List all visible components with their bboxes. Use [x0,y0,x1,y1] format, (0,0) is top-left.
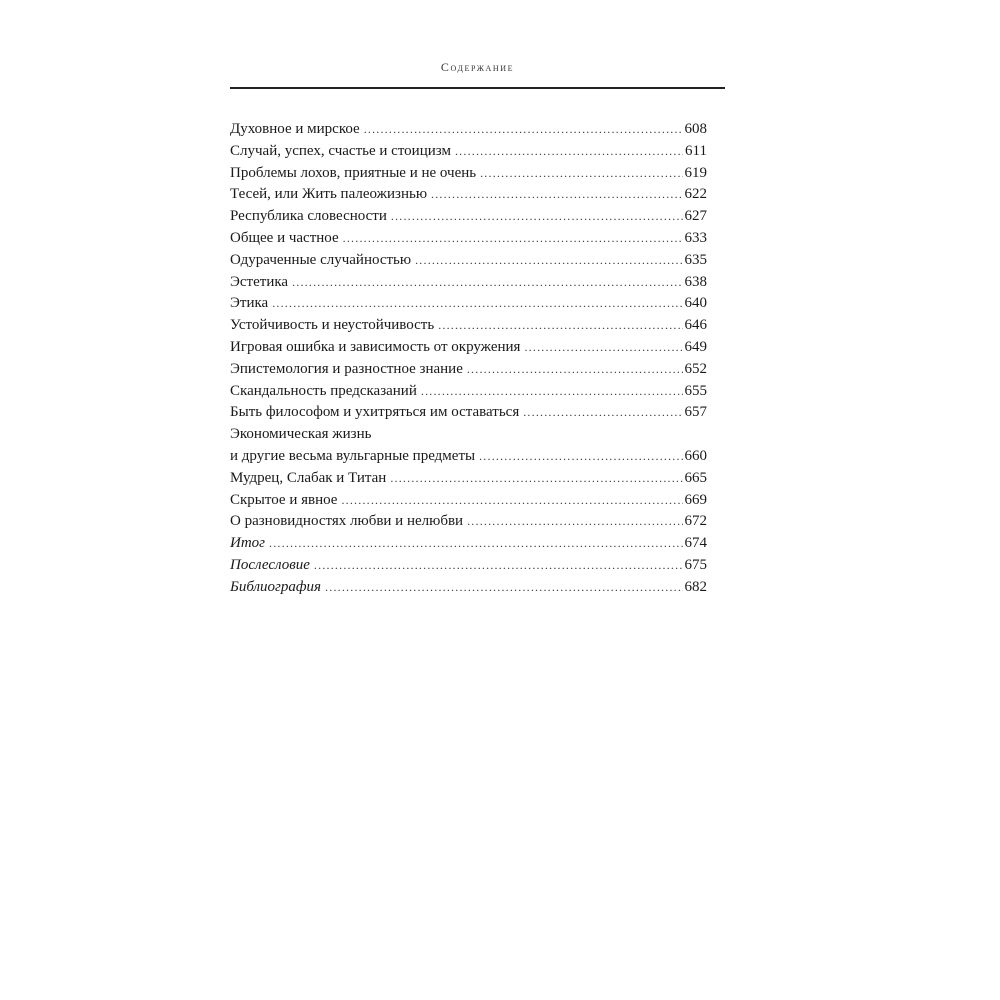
toc-dot-leader [391,206,683,228]
toc-entry-page-number: 608 [684,121,707,137]
toc-entry-title: Эстетика [230,273,289,290]
toc-dot-leader [467,511,682,533]
toc-entry [230,490,707,512]
toc-entry [230,206,707,228]
toc-entry-title: Скандальность предсказаний [230,382,417,399]
toc-dot-leader [364,119,683,141]
toc-entry-page-number: 660 [684,447,707,464]
toc-entry-page-number: 675 [684,556,707,573]
toc-dot-leader [455,141,683,163]
toc-entry-title: Одураченные случайностью [230,251,412,268]
toc-entry-page-number: 635 [684,251,707,268]
toc-dot-leader [341,490,682,512]
toc-dot-leader [467,359,683,381]
toc-dot-leader [438,315,682,337]
toc-dot-leader [314,555,683,577]
toc-dot-leader [431,184,682,206]
toc-entry-page-number: 649 [684,338,707,355]
table-of-contents [230,119,707,599]
toc-entry-title: Эпистемология и разностное знание [230,360,463,377]
toc-entry-page-number: 669 [684,491,707,508]
toc-entry-title: Духовное и мирское [230,121,360,137]
toc-dot-leader [272,293,682,315]
toc-entry [230,337,707,359]
toc-entry-title: и другие весьма вульгарные предметы [230,447,476,464]
toc-entry [230,228,707,250]
toc-entry-page-number: 638 [684,273,707,290]
toc-entry-title: Послесловие [230,556,310,573]
toc-entry-title-line1: Экономическая жизнь [230,426,372,443]
toc-entry-title: Республика словесности [230,208,387,225]
toc-entry-page-number: 682 [684,578,707,595]
toc-dot-leader [524,337,682,359]
toc-entry [230,577,707,599]
toc-dot-leader [523,402,682,424]
toc-entry [230,402,707,424]
toc-entry [230,272,707,294]
toc-entry-title: Этика [230,295,269,312]
toc-entry-page-number: 633 [684,229,707,246]
toc-entry-page-number: 627 [684,208,707,225]
toc-dot-leader [479,446,682,468]
toc-entry-page-number: 622 [684,186,707,203]
toc-entry-page-number: 646 [684,317,707,334]
toc-entry-title: Игровая ошибка и зависимость от окружения [230,338,521,355]
toc-entry-title: Библиография [230,578,322,595]
toc-entry-title: Устойчивость и неустойчивость [230,317,435,334]
toc-dot-leader [421,381,683,403]
toc-entry-page-number: 655 [684,382,707,399]
toc-entry-page-number: 657 [684,404,707,421]
toc-entry-title: Скрытое и явное [230,491,338,508]
toc-entry [230,359,707,381]
toc-entry [230,315,707,337]
toc-dot-leader [292,272,682,294]
toc-dot-leader [343,228,683,250]
toc-entry-page-number: 674 [684,535,707,552]
toc-entry-page-number: 665 [684,469,707,486]
toc-entry [230,533,707,555]
header-rule [230,87,725,89]
toc-entry-title: Итог [230,535,266,552]
toc-entry-title: Случай, успех, счастье и стоицизм [230,142,451,159]
toc-entry-title: Проблемы лохов, приятные и не очень [230,164,477,181]
toc-entry-line1 [230,424,707,446]
toc-entry [230,119,707,141]
toc-entry [230,446,707,468]
toc-entry-page-number: 611 [685,142,707,159]
toc-entry-page-number: 672 [684,513,707,530]
toc-entry-title: О разновидностях любви и нелюбви [230,513,464,530]
toc-entry [230,511,707,533]
toc-entry [230,555,707,577]
toc-entry-title: Общее и частное [230,229,339,246]
toc-dot-leader [269,533,682,555]
toc-entry-title: Тесей, или Жить палеожизнью [230,186,428,203]
toc-dot-leader [415,250,682,272]
toc-entry [230,381,707,403]
toc-dot-leader [325,577,682,599]
toc-entry [230,468,707,490]
toc-entry-page-number: 652 [684,360,707,377]
toc-entry-title: Быть философом и ухитряться им оставаться [230,404,520,421]
toc-entry [230,293,707,315]
running-head: Содержание [440,60,515,74]
toc-entry [230,250,707,272]
toc-entry [230,141,707,163]
toc-entry [230,163,707,185]
toc-dot-leader [390,468,682,490]
toc-entry-page-number: 640 [684,295,707,312]
toc-dot-leader [480,163,682,185]
toc-entry-title: Мудрец, Слабак и Титан [230,469,387,486]
toc-entry-page-number: 619 [684,164,707,181]
toc-entry [230,184,707,206]
